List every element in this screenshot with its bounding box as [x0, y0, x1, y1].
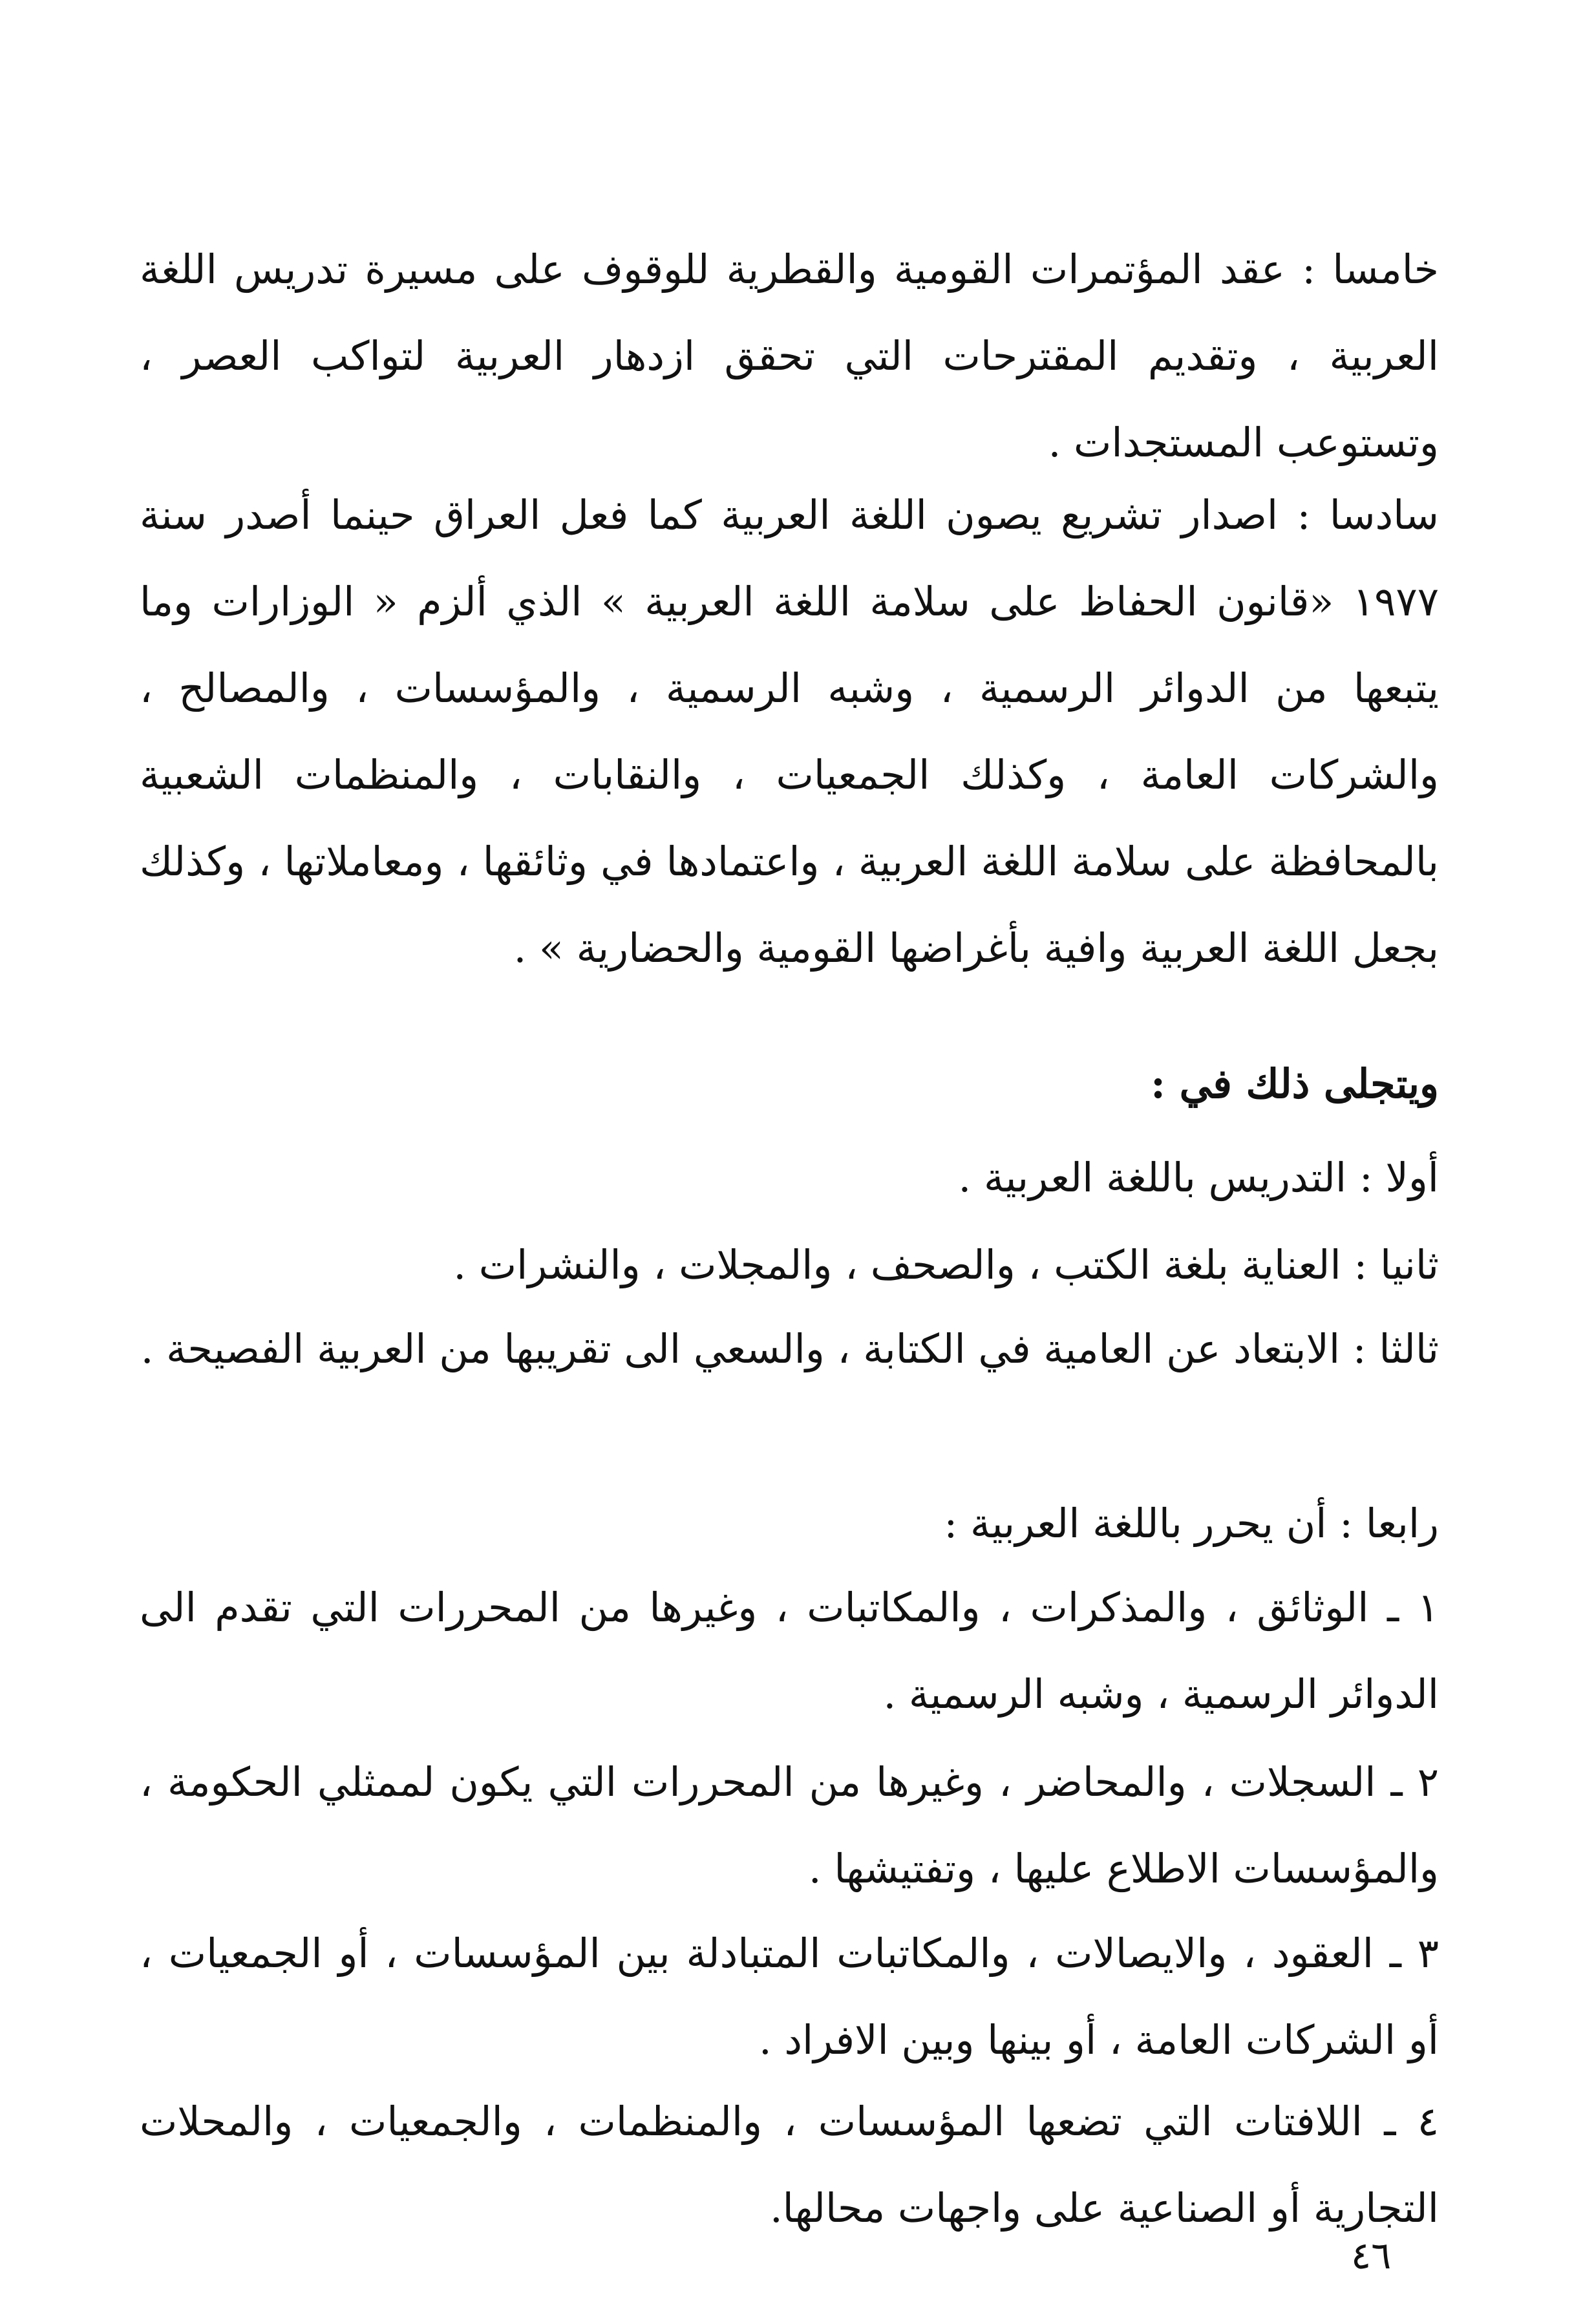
paragraph-text: اصدار تشريع يصون اللغة العربية كما فعل العراق حينما أصدر سنة ١٩٧٧ «قانون الحفاظ على سلامة اللغة العربية » الذي ألزم « الوزارات وما يتبعها من الدوائر الرسمية ، وشبه الرسمية ، والمؤسسات ، والمصالح ، والشركات العامة ، وكذلك الجمعيات ، والنقابات ، والمنظمات الشعبية بالمحافظة على سلامة اللغة العربية ، واعتمادها في وثائقها ، ومعاملاتها ، وكذلك بجعل اللغة العربية وافية بأغراضها القومية والحضارية » . [140, 491, 1439, 972]
numbered-item [140, 1564, 1439, 1738]
list-item [140, 1222, 1439, 1308]
list-item-label: ثالثا : [1352, 1325, 1439, 1372]
list-item-text: العناية بلغة الكتب ، والصحف ، والمجلات ، والنشرات . [453, 1241, 1341, 1288]
list-item-text: التدريس باللغة العربية . [958, 1154, 1347, 1201]
section-heading: ويتجلى ذلك في : [1151, 1060, 1439, 1107]
page-number: ٤٦ [1351, 2233, 1392, 2277]
numbered-item-text: اللافتات التي تضعها المؤسسات ، والمنظمات ، والجمعيات ، والمحلات التجارية أو الصناعية على واجهات محالها. [140, 2098, 1439, 2232]
numbered-item-number: ٢ ـ [1390, 1758, 1439, 1806]
list-item-label: ثانيا : [1354, 1241, 1439, 1288]
list-item [140, 1306, 1439, 1392]
numbered-item-text: الوثائق ، والمذكرات ، والمكاتبات ، وغيرها من المحررات التي تقدم الى الدوائر الرسمية ، وشبه الرسمية . [140, 1584, 1439, 1718]
list-item-label: أولا : [1359, 1154, 1439, 1201]
paragraph-label: خامسا : [1302, 246, 1439, 293]
numbered-item-text: السجلات ، والمحاضر ، وغيرها من المحررات التي يكون لممثلي الحكومة ، والمؤسسات الاطلاع عليها ، وتفتيشها . [140, 1758, 1439, 1892]
paragraph-label: سادسا : [1297, 491, 1439, 538]
list-item-text: الابتعاد عن العامية في الكتابة ، والسعي الى تقريبها من العربية الفصيحة . [140, 1325, 1341, 1372]
paragraph-sixth [140, 472, 1439, 992]
numbered-item [140, 1910, 1439, 2084]
list-item [140, 1480, 1439, 1567]
list-item-text: أن يحرر باللغة العربية : [944, 1500, 1327, 1547]
numbered-item-text: العقود ، والايصالات ، والمكاتبات المتبادلة بين المؤسسات ، أو الجمعيات ، أو الشركات العامة ، أو بينها وبين الافراد . [140, 1930, 1439, 2063]
paragraph-text: عقد المؤتمرات القومية والقطرية للوقوف على مسيرة تدريس اللغة العربية ، وتقديم المقترحات التي تحقق ازدهار العربية لتواكب العصر ، وتستوعب المستجدات . [140, 246, 1439, 466]
list-item-label: رابعا : [1339, 1500, 1439, 1547]
paragraph-fifth [140, 226, 1439, 486]
numbered-item [140, 1739, 1439, 1912]
numbered-item-number: ٣ ـ [1389, 1930, 1439, 1977]
numbered-item [140, 2078, 1439, 2252]
numbered-item-number: ١ ـ [1387, 1584, 1439, 1631]
list-item [140, 1135, 1439, 1221]
numbered-item-number: ٤ ـ [1384, 2098, 1439, 2145]
